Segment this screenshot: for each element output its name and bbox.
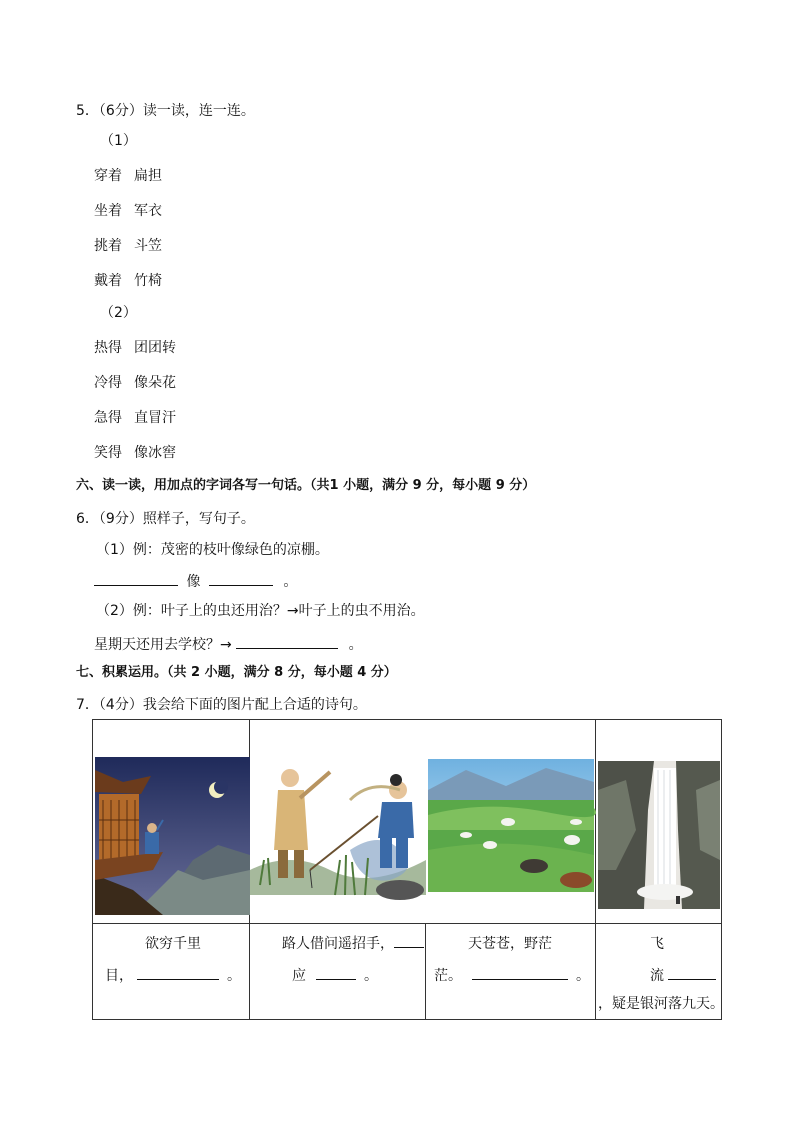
poem-line — [282, 928, 424, 960]
poem-line — [434, 960, 590, 992]
poem-line: 飞 — [650, 936, 664, 952]
poem-text: 应 — [292, 968, 306, 984]
poem-line — [292, 960, 378, 992]
example-2: （2）例：叶子上的虫还用治？→叶子上的虫不用治。 — [96, 603, 425, 619]
picture-cell — [93, 720, 250, 924]
match-left-word[interactable]: 笑得 — [94, 445, 122, 461]
answer-blank[interactable] — [668, 965, 716, 980]
answer-blank[interactable] — [316, 965, 356, 980]
poem-cell — [250, 924, 426, 1020]
poem-text: 目， — [105, 968, 133, 984]
match-left-word[interactable]: 热得 — [94, 340, 122, 356]
match-right-word[interactable]: 竹椅 — [134, 273, 162, 289]
poem-line — [105, 960, 241, 992]
poem-period: 。 — [576, 968, 590, 984]
match-right-word[interactable]: 团团转 — [134, 340, 176, 356]
poem-text: 路人借问遥招手， — [282, 936, 394, 952]
match-row — [94, 409, 188, 427]
answer-blank[interactable] — [209, 571, 273, 586]
match-right-word[interactable]: 军衣 — [134, 203, 162, 219]
fill-prefix: 星期天还用去学校？→ — [94, 637, 232, 653]
match-right-word[interactable]: 像冰窖 — [134, 445, 176, 461]
question-7-title: 7．（4分）我会给下面的图片配上合适的诗句。 — [76, 697, 367, 713]
match-row — [94, 374, 188, 392]
match-left-word[interactable]: 戴着 — [94, 273, 122, 289]
example-1: （1）例：茂密的枝叶像绿色的凉棚。 — [96, 542, 329, 558]
match-row — [94, 339, 188, 357]
part-1-label: （1） — [100, 133, 137, 149]
fill-period: 。 — [348, 637, 363, 653]
question-6-title: 6．（9分）照样子，写句子。 — [76, 511, 255, 527]
match-right-word[interactable]: 斗笠 — [134, 238, 162, 254]
match-right-word[interactable]: 直冒汗 — [134, 410, 176, 426]
answer-blank[interactable] — [137, 965, 219, 980]
waterfall-cliff-picture — [596, 720, 722, 923]
question-5-title: 5．（6分）读一读，连一连。 — [76, 103, 255, 119]
poem-text: 茫。 — [434, 968, 462, 984]
poem-line: 欲穷千里 — [145, 936, 201, 952]
match-row — [94, 167, 174, 185]
match-left-word[interactable]: 穿着 — [94, 168, 122, 184]
fill-period: 。 — [283, 574, 298, 590]
night-pavilion-moon-picture — [93, 720, 250, 923]
child-fishing-passerby-picture — [250, 720, 426, 923]
answer-blank[interactable] — [94, 571, 178, 586]
fill-line-1 — [94, 571, 297, 591]
picture-cell — [426, 720, 596, 924]
match-right-word[interactable]: 像朵花 — [134, 375, 176, 391]
poem-line: 天苍苍，野茫 — [468, 936, 552, 952]
section-6-heading: 六、读一读，用加点的字词各写一句话。（共1 小题，满分 9 分，每小题 9 分） — [76, 478, 536, 493]
match-row — [94, 272, 174, 290]
poem-text: 流 — [650, 968, 664, 984]
match-left-word[interactable]: 急得 — [94, 410, 122, 426]
grassland-sheep-cattle-picture — [426, 720, 596, 923]
match-row — [94, 237, 174, 255]
fill-connector: 像 — [186, 574, 201, 590]
match-row — [94, 444, 188, 462]
answer-blank[interactable] — [394, 933, 424, 948]
picture-cell — [596, 720, 722, 924]
poem-cell — [426, 924, 596, 1020]
poem-cell — [596, 924, 722, 1020]
part-2-label: （2） — [100, 305, 137, 321]
poem-period: 。 — [227, 968, 241, 984]
match-left-word[interactable]: 坐着 — [94, 203, 122, 219]
match-left-word[interactable]: 冷得 — [94, 375, 122, 391]
fill-line-2 — [94, 634, 363, 654]
poem-picture-table — [92, 719, 722, 1020]
answer-blank[interactable] — [236, 634, 338, 649]
match-row — [94, 202, 174, 220]
poem-cell — [93, 924, 250, 1020]
answer-blank[interactable] — [472, 965, 568, 980]
poem-line: ，疑是银河落九天。 — [598, 996, 724, 1012]
picture-cell — [250, 720, 426, 924]
match-right-word[interactable]: 扁担 — [134, 168, 162, 184]
match-left-word[interactable]: 挑着 — [94, 238, 122, 254]
poem-period: 。 — [364, 968, 378, 984]
section-7-heading: 七、积累运用。（共 2 小题，满分 8 分，每小题 4 分） — [76, 665, 397, 680]
